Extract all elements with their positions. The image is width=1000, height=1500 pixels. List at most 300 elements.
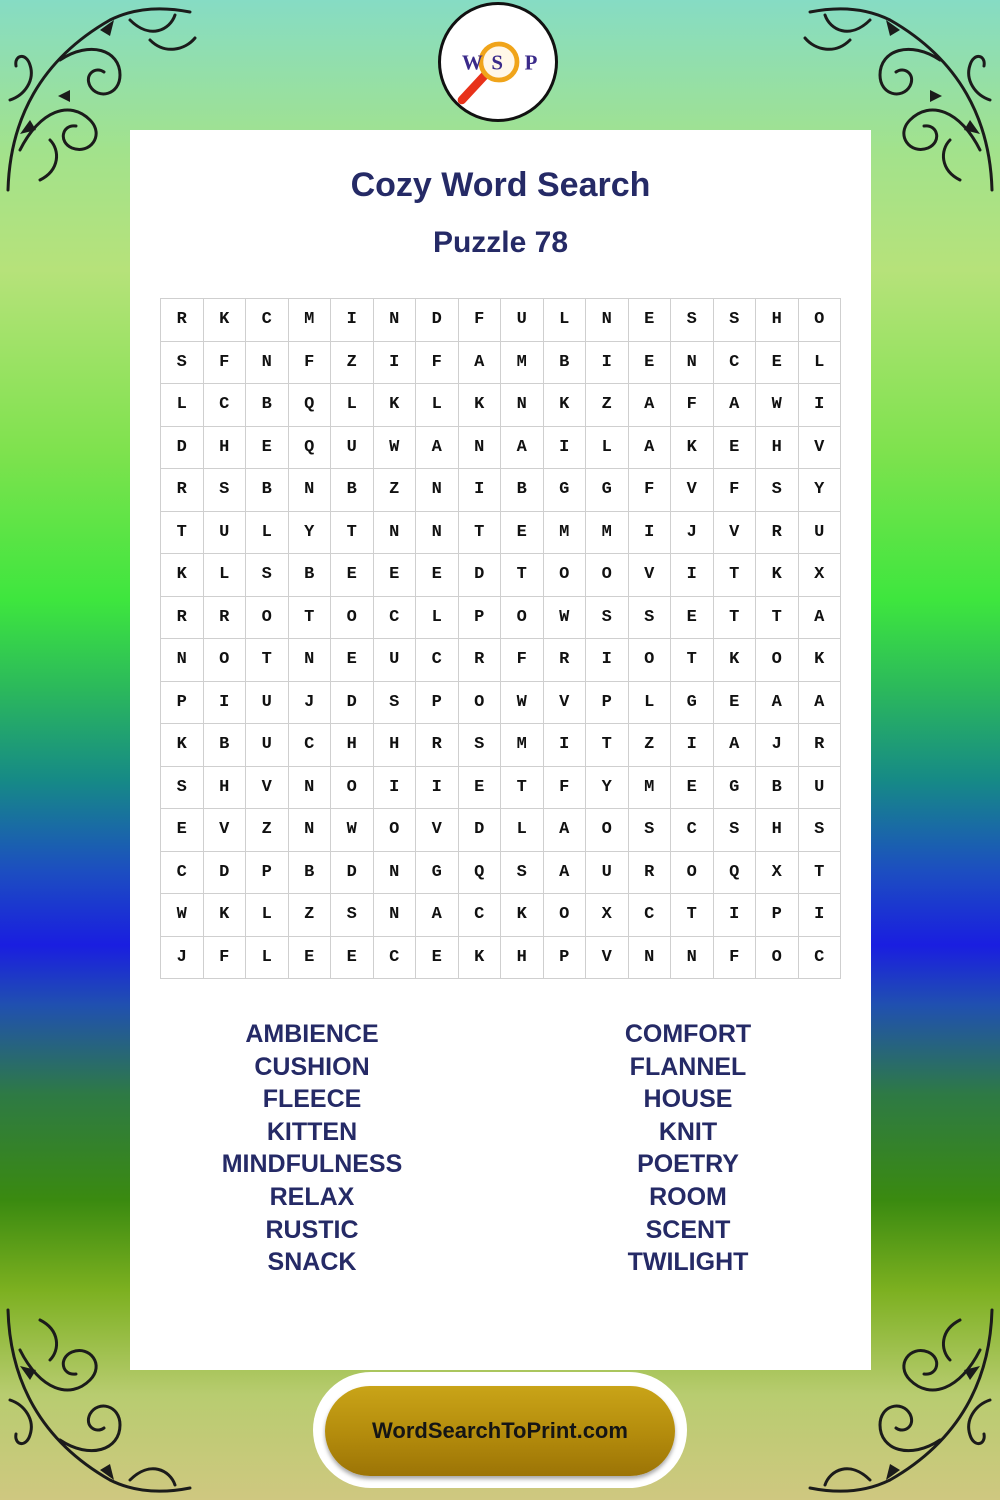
grid-cell[interactable]: E: [246, 426, 289, 469]
grid-cell[interactable]: C: [288, 724, 331, 767]
grid-cell[interactable]: G: [416, 851, 459, 894]
grid-cell[interactable]: A: [713, 384, 756, 427]
grid-cell[interactable]: Z: [628, 724, 671, 767]
grid-cell[interactable]: F: [288, 341, 331, 384]
grid-cell[interactable]: L: [543, 299, 586, 342]
grid-cell[interactable]: K: [713, 639, 756, 682]
grid-cell[interactable]: N: [246, 341, 289, 384]
grid-row: [161, 384, 841, 427]
grid-cell[interactable]: O: [543, 554, 586, 597]
site-name: WordSearchToPrint.com: [372, 1418, 628, 1443]
word-item: KNIT: [658, 1117, 718, 1146]
grid-cell[interactable]: L: [416, 596, 459, 639]
grid-cell[interactable]: C: [671, 809, 714, 852]
word-item: CUSHION: [254, 1052, 370, 1081]
grid-cell[interactable]: K: [458, 384, 501, 427]
grid-cell[interactable]: F: [628, 469, 671, 512]
grid-row: [161, 299, 841, 342]
grid-cell[interactable]: C: [161, 851, 204, 894]
grid-cell[interactable]: T: [713, 554, 756, 597]
grid-cell[interactable]: R: [756, 511, 799, 554]
grid-cell[interactable]: E: [628, 341, 671, 384]
grid-cell[interactable]: K: [161, 554, 204, 597]
grid-row: [161, 639, 841, 682]
grid-cell[interactable]: W: [161, 894, 204, 937]
grid-cell[interactable]: G: [586, 469, 629, 512]
grid-cell[interactable]: D: [331, 851, 374, 894]
grid-cell[interactable]: R: [161, 596, 204, 639]
grid-cell[interactable]: A: [501, 426, 544, 469]
grid-cell[interactable]: A: [798, 681, 841, 724]
grid-cell[interactable]: L: [161, 384, 204, 427]
grid-cell[interactable]: D: [458, 554, 501, 597]
grid-cell[interactable]: T: [501, 766, 544, 809]
grid-cell[interactable]: T: [671, 639, 714, 682]
grid-cell[interactable]: A: [628, 426, 671, 469]
grid-cell[interactable]: N: [671, 341, 714, 384]
grid-cell[interactable]: S: [331, 894, 374, 937]
grid-cell[interactable]: D: [203, 851, 246, 894]
grid-cell[interactable]: N: [458, 426, 501, 469]
word-item: COMFORT: [624, 1020, 752, 1048]
grid-cell[interactable]: C: [416, 639, 459, 682]
grid-cell[interactable]: H: [331, 724, 374, 767]
grid-cell[interactable]: V: [246, 766, 289, 809]
site-link-button[interactable]: [325, 1386, 675, 1476]
grid-cell[interactable]: K: [161, 724, 204, 767]
grid-cell[interactable]: U: [798, 511, 841, 554]
grid-cell[interactable]: A: [798, 596, 841, 639]
grid-cell[interactable]: L: [586, 426, 629, 469]
grid-cell[interactable]: O: [628, 639, 671, 682]
grid-row: [161, 851, 841, 894]
grid-cell[interactable]: B: [246, 384, 289, 427]
grid-cell[interactable]: H: [203, 766, 246, 809]
grid-cell[interactable]: N: [416, 469, 459, 512]
grid-cell[interactable]: S: [458, 724, 501, 767]
grid-cell[interactable]: T: [798, 851, 841, 894]
grid-cell[interactable]: I: [628, 511, 671, 554]
grid-cell[interactable]: O: [458, 681, 501, 724]
grid-cell[interactable]: N: [161, 639, 204, 682]
grid-cell[interactable]: O: [756, 639, 799, 682]
grid-cell[interactable]: T: [586, 724, 629, 767]
grid-cell[interactable]: W: [756, 384, 799, 427]
grid-cell[interactable]: G: [713, 766, 756, 809]
grid-cell[interactable]: N: [501, 384, 544, 427]
grid-cell[interactable]: N: [416, 511, 459, 554]
grid-cell[interactable]: S: [713, 809, 756, 852]
grid-cell[interactable]: E: [756, 341, 799, 384]
grid-cell[interactable]: U: [203, 511, 246, 554]
grid-cell[interactable]: K: [203, 299, 246, 342]
grid-cell[interactable]: S: [586, 596, 629, 639]
grid-cell[interactable]: K: [798, 639, 841, 682]
grid-cell[interactable]: T: [458, 511, 501, 554]
grid-cell[interactable]: O: [501, 596, 544, 639]
grid-cell[interactable]: Z: [373, 469, 416, 512]
grid-cell[interactable]: L: [501, 809, 544, 852]
grid-cell[interactable]: G: [543, 469, 586, 512]
grid-cell[interactable]: V: [203, 809, 246, 852]
grid-cell[interactable]: A: [416, 426, 459, 469]
word-item: KITTEN: [266, 1117, 358, 1146]
grid-cell[interactable]: E: [331, 936, 374, 979]
grid-cell[interactable]: I: [586, 341, 629, 384]
grid-cell[interactable]: R: [161, 299, 204, 342]
grid-cell[interactable]: K: [756, 554, 799, 597]
grid-cell[interactable]: E: [161, 809, 204, 852]
grid-cell[interactable]: O: [203, 639, 246, 682]
puzzle-number: Puzzle 78: [432, 226, 569, 259]
word-item: HOUSE: [643, 1085, 733, 1114]
grid-cell[interactable]: O: [543, 894, 586, 937]
logo-letter-w: W: [461, 50, 483, 75]
grid-cell[interactable]: X: [756, 851, 799, 894]
grid-cell[interactable]: Y: [798, 469, 841, 512]
grid-cell[interactable]: S: [628, 596, 671, 639]
grid-cell[interactable]: Q: [288, 384, 331, 427]
grid-cell[interactable]: E: [458, 766, 501, 809]
grid-cell[interactable]: E: [416, 936, 459, 979]
grid-cell[interactable]: J: [161, 936, 204, 979]
grid-cell[interactable]: H: [501, 936, 544, 979]
word-item: FLEECE: [262, 1085, 362, 1114]
grid-cell[interactable]: J: [671, 511, 714, 554]
grid-cell[interactable]: C: [628, 894, 671, 937]
grid-cell[interactable]: M: [628, 766, 671, 809]
grid-cell[interactable]: O: [798, 299, 841, 342]
word-item: RELAX: [269, 1182, 355, 1211]
grid-row: [161, 681, 841, 724]
grid-cell[interactable]: I: [586, 639, 629, 682]
grid-cell[interactable]: E: [501, 511, 544, 554]
grid-cell[interactable]: V: [628, 554, 671, 597]
grid-cell[interactable]: I: [331, 299, 374, 342]
grid-cell[interactable]: M: [501, 724, 544, 767]
grid-cell[interactable]: D: [331, 681, 374, 724]
grid-cell[interactable]: T: [161, 511, 204, 554]
grid-cell[interactable]: O: [671, 851, 714, 894]
grid-cell[interactable]: F: [501, 639, 544, 682]
word-item: FLANNEL: [629, 1052, 747, 1081]
grid-cell[interactable]: S: [671, 299, 714, 342]
grid-cell[interactable]: C: [458, 894, 501, 937]
grid-cell[interactable]: I: [543, 426, 586, 469]
grid-cell[interactable]: H: [373, 724, 416, 767]
grid-cell[interactable]: J: [756, 724, 799, 767]
grid-cell[interactable]: N: [288, 809, 331, 852]
grid-cell[interactable]: B: [203, 724, 246, 767]
grid-cell[interactable]: B: [288, 554, 331, 597]
grid-cell[interactable]: H: [756, 426, 799, 469]
grid-cell[interactable]: H: [203, 426, 246, 469]
grid-cell[interactable]: V: [543, 681, 586, 724]
word-list-left: [162, 1018, 462, 1279]
grid-cell[interactable]: C: [203, 384, 246, 427]
grid-cell[interactable]: N: [288, 766, 331, 809]
grid-cell[interactable]: O: [586, 809, 629, 852]
grid-cell[interactable]: M: [288, 299, 331, 342]
grid-row: [161, 554, 841, 597]
grid-cell[interactable]: B: [246, 469, 289, 512]
grid-cell[interactable]: I: [671, 724, 714, 767]
grid-cell[interactable]: R: [798, 724, 841, 767]
grid-cell[interactable]: R: [543, 639, 586, 682]
grid-cell[interactable]: E: [628, 299, 671, 342]
grid-cell[interactable]: L: [416, 384, 459, 427]
grid-cell[interactable]: F: [713, 469, 756, 512]
grid-cell[interactable]: W: [543, 596, 586, 639]
grid-cell[interactable]: L: [246, 936, 289, 979]
grid-row: [161, 766, 841, 809]
grid-cell[interactable]: I: [458, 469, 501, 512]
grid-cell[interactable]: H: [756, 809, 799, 852]
grid-cell[interactable]: N: [373, 851, 416, 894]
grid-cell[interactable]: C: [798, 936, 841, 979]
grid-cell[interactable]: L: [246, 511, 289, 554]
grid-cell[interactable]: V: [713, 511, 756, 554]
grid-cell[interactable]: C: [713, 341, 756, 384]
grid-cell[interactable]: U: [798, 766, 841, 809]
grid-cell[interactable]: R: [458, 639, 501, 682]
grid-cell[interactable]: D: [458, 809, 501, 852]
grid-cell[interactable]: Q: [288, 426, 331, 469]
grid-cell[interactable]: N: [671, 936, 714, 979]
grid-cell[interactable]: A: [756, 681, 799, 724]
grid-cell[interactable]: F: [543, 766, 586, 809]
grid-cell[interactable]: B: [288, 851, 331, 894]
grid-cell[interactable]: F: [416, 341, 459, 384]
grid-cell[interactable]: L: [798, 341, 841, 384]
grid-cell[interactable]: Y: [586, 766, 629, 809]
page-title: Cozy Word Search: [350, 166, 651, 204]
grid-cell[interactable]: S: [161, 766, 204, 809]
grid-row: [161, 469, 841, 512]
grid-cell[interactable]: N: [373, 299, 416, 342]
grid-cell[interactable]: I: [203, 681, 246, 724]
grid-cell[interactable]: I: [798, 894, 841, 937]
grid-cell[interactable]: P: [416, 681, 459, 724]
footer-badge: [313, 1372, 687, 1488]
grid-cell[interactable]: E: [713, 681, 756, 724]
word-item: POETRY: [637, 1150, 739, 1179]
grid-cell[interactable]: F: [458, 299, 501, 342]
grid-cell[interactable]: P: [756, 894, 799, 937]
grid-cell[interactable]: S: [713, 299, 756, 342]
grid-cell[interactable]: I: [671, 554, 714, 597]
grid-row: [161, 936, 841, 979]
grid-cell[interactable]: I: [373, 766, 416, 809]
grid-cell[interactable]: B: [501, 469, 544, 512]
grid-cell[interactable]: C: [373, 596, 416, 639]
grid-cell[interactable]: O: [586, 554, 629, 597]
grid-cell[interactable]: X: [798, 554, 841, 597]
grid-row: [161, 341, 841, 384]
grid-cell[interactable]: A: [543, 809, 586, 852]
grid-cell[interactable]: E: [671, 766, 714, 809]
grid-cell[interactable]: M: [501, 341, 544, 384]
grid-cell[interactable]: E: [713, 426, 756, 469]
word-item: SCENT: [645, 1215, 731, 1244]
grid-cell[interactable]: P: [161, 681, 204, 724]
grid-cell[interactable]: S: [373, 681, 416, 724]
grid-cell[interactable]: P: [543, 936, 586, 979]
grid-cell[interactable]: L: [628, 681, 671, 724]
grid-cell[interactable]: N: [288, 469, 331, 512]
grid-cell[interactable]: M: [586, 511, 629, 554]
grid-cell[interactable]: I: [373, 341, 416, 384]
grid-cell[interactable]: U: [246, 724, 289, 767]
grid-cell[interactable]: K: [373, 384, 416, 427]
grid-cell[interactable]: I: [416, 766, 459, 809]
logo-letter-s: S: [491, 50, 503, 75]
grid-cell[interactable]: V: [671, 469, 714, 512]
grid-cell[interactable]: F: [671, 384, 714, 427]
grid-cell[interactable]: R: [628, 851, 671, 894]
grid-cell[interactable]: L: [331, 384, 374, 427]
grid-cell[interactable]: T: [246, 639, 289, 682]
grid-cell[interactable]: F: [203, 341, 246, 384]
grid-cell[interactable]: I: [713, 894, 756, 937]
grid-cell[interactable]: Z: [288, 894, 331, 937]
grid-cell[interactable]: O: [373, 809, 416, 852]
grid-cell[interactable]: T: [501, 554, 544, 597]
grid-cell[interactable]: Z: [331, 341, 374, 384]
puzzle-card: [130, 130, 871, 1370]
grid-row: [161, 724, 841, 767]
grid-cell[interactable]: K: [203, 894, 246, 937]
grid-cell[interactable]: V: [586, 936, 629, 979]
grid-cell[interactable]: W: [331, 809, 374, 852]
grid-cell[interactable]: N: [586, 299, 629, 342]
magnifier-logo-icon: [441, 5, 555, 119]
grid-cell[interactable]: T: [756, 596, 799, 639]
grid-cell[interactable]: U: [331, 426, 374, 469]
word-item: MINDFULNESS: [221, 1150, 403, 1179]
grid-cell[interactable]: N: [288, 639, 331, 682]
grid-cell[interactable]: W: [373, 426, 416, 469]
grid-row: [161, 894, 841, 937]
grid-cell[interactable]: Y: [288, 511, 331, 554]
word-item: ROOM: [649, 1182, 727, 1211]
grid-cell[interactable]: J: [288, 681, 331, 724]
grid-cell[interactable]: A: [543, 851, 586, 894]
grid-cell[interactable]: K: [501, 894, 544, 937]
wsp-logo: [438, 2, 558, 122]
grid-cell[interactable]: S: [798, 809, 841, 852]
grid-cell[interactable]: D: [416, 299, 459, 342]
grid-cell[interactable]: N: [373, 511, 416, 554]
grid-cell[interactable]: U: [246, 681, 289, 724]
grid-cell[interactable]: D: [161, 426, 204, 469]
grid-cell[interactable]: U: [586, 851, 629, 894]
grid-cell[interactable]: G: [671, 681, 714, 724]
grid-cell[interactable]: P: [586, 681, 629, 724]
grid-cell[interactable]: I: [543, 724, 586, 767]
grid-cell[interactable]: V: [798, 426, 841, 469]
logo-letter-p: P: [524, 50, 538, 75]
grid-row: [161, 511, 841, 554]
grid-cell[interactable]: S: [628, 809, 671, 852]
grid-cell[interactable]: T: [671, 894, 714, 937]
grid-cell[interactable]: W: [501, 681, 544, 724]
grid-cell[interactable]: S: [203, 469, 246, 512]
grid-cell[interactable]: Q: [458, 851, 501, 894]
grid-cell[interactable]: S: [756, 469, 799, 512]
grid-cell[interactable]: E: [671, 596, 714, 639]
grid-cell[interactable]: H: [756, 299, 799, 342]
grid-cell[interactable]: O: [331, 766, 374, 809]
grid-cell[interactable]: N: [628, 936, 671, 979]
grid-cell[interactable]: E: [331, 639, 374, 682]
grid-cell[interactable]: B: [331, 469, 374, 512]
grid-cell[interactable]: T: [713, 596, 756, 639]
word-item: TWILIGHT: [627, 1248, 749, 1277]
grid-cell[interactable]: T: [288, 596, 331, 639]
grid-cell[interactable]: M: [543, 511, 586, 554]
grid-cell[interactable]: A: [416, 894, 459, 937]
grid-cell[interactable]: O: [246, 596, 289, 639]
grid-cell[interactable]: R: [416, 724, 459, 767]
grid-cell[interactable]: E: [331, 554, 374, 597]
grid-cell[interactable]: S: [161, 341, 204, 384]
grid-cell[interactable]: S: [501, 851, 544, 894]
grid-cell[interactable]: X: [586, 894, 629, 937]
grid-cell[interactable]: R: [203, 596, 246, 639]
grid-cell[interactable]: A: [713, 724, 756, 767]
grid-cell[interactable]: C: [246, 299, 289, 342]
grid-cell[interactable]: L: [246, 894, 289, 937]
grid-cell[interactable]: R: [161, 469, 204, 512]
grid-cell[interactable]: E: [288, 936, 331, 979]
grid-cell[interactable]: B: [756, 766, 799, 809]
grid-cell[interactable]: F: [203, 936, 246, 979]
grid-cell[interactable]: B: [543, 341, 586, 384]
grid-cell[interactable]: U: [373, 639, 416, 682]
grid-cell[interactable]: L: [203, 554, 246, 597]
grid-cell[interactable]: S: [246, 554, 289, 597]
grid-cell[interactable]: U: [501, 299, 544, 342]
grid-cell[interactable]: A: [628, 384, 671, 427]
word-item: AMBIENCE: [245, 1020, 379, 1048]
grid-cell[interactable]: Q: [713, 851, 756, 894]
grid-cell[interactable]: V: [416, 809, 459, 852]
grid-cell[interactable]: F: [713, 936, 756, 979]
grid-row: [161, 596, 841, 639]
grid-cell[interactable]: O: [331, 596, 374, 639]
word-item: SNACK: [267, 1248, 357, 1277]
grid-cell[interactable]: C: [373, 936, 416, 979]
grid-cell[interactable]: A: [458, 341, 501, 384]
grid-cell[interactable]: T: [331, 511, 374, 554]
grid-cell[interactable]: N: [373, 894, 416, 937]
grid-cell[interactable]: K: [458, 936, 501, 979]
grid-cell[interactable]: I: [798, 384, 841, 427]
grid-cell[interactable]: Z: [586, 384, 629, 427]
grid-cell[interactable]: Z: [246, 809, 289, 852]
grid-cell[interactable]: K: [543, 384, 586, 427]
grid-cell[interactable]: K: [671, 426, 714, 469]
grid-cell[interactable]: E: [416, 554, 459, 597]
grid-row: [161, 426, 841, 469]
grid-row: [161, 809, 841, 852]
grid-cell[interactable]: P: [246, 851, 289, 894]
grid-cell[interactable]: E: [373, 554, 416, 597]
grid-cell[interactable]: O: [756, 936, 799, 979]
word-item: RUSTIC: [265, 1215, 359, 1244]
grid-cell[interactable]: P: [458, 596, 501, 639]
